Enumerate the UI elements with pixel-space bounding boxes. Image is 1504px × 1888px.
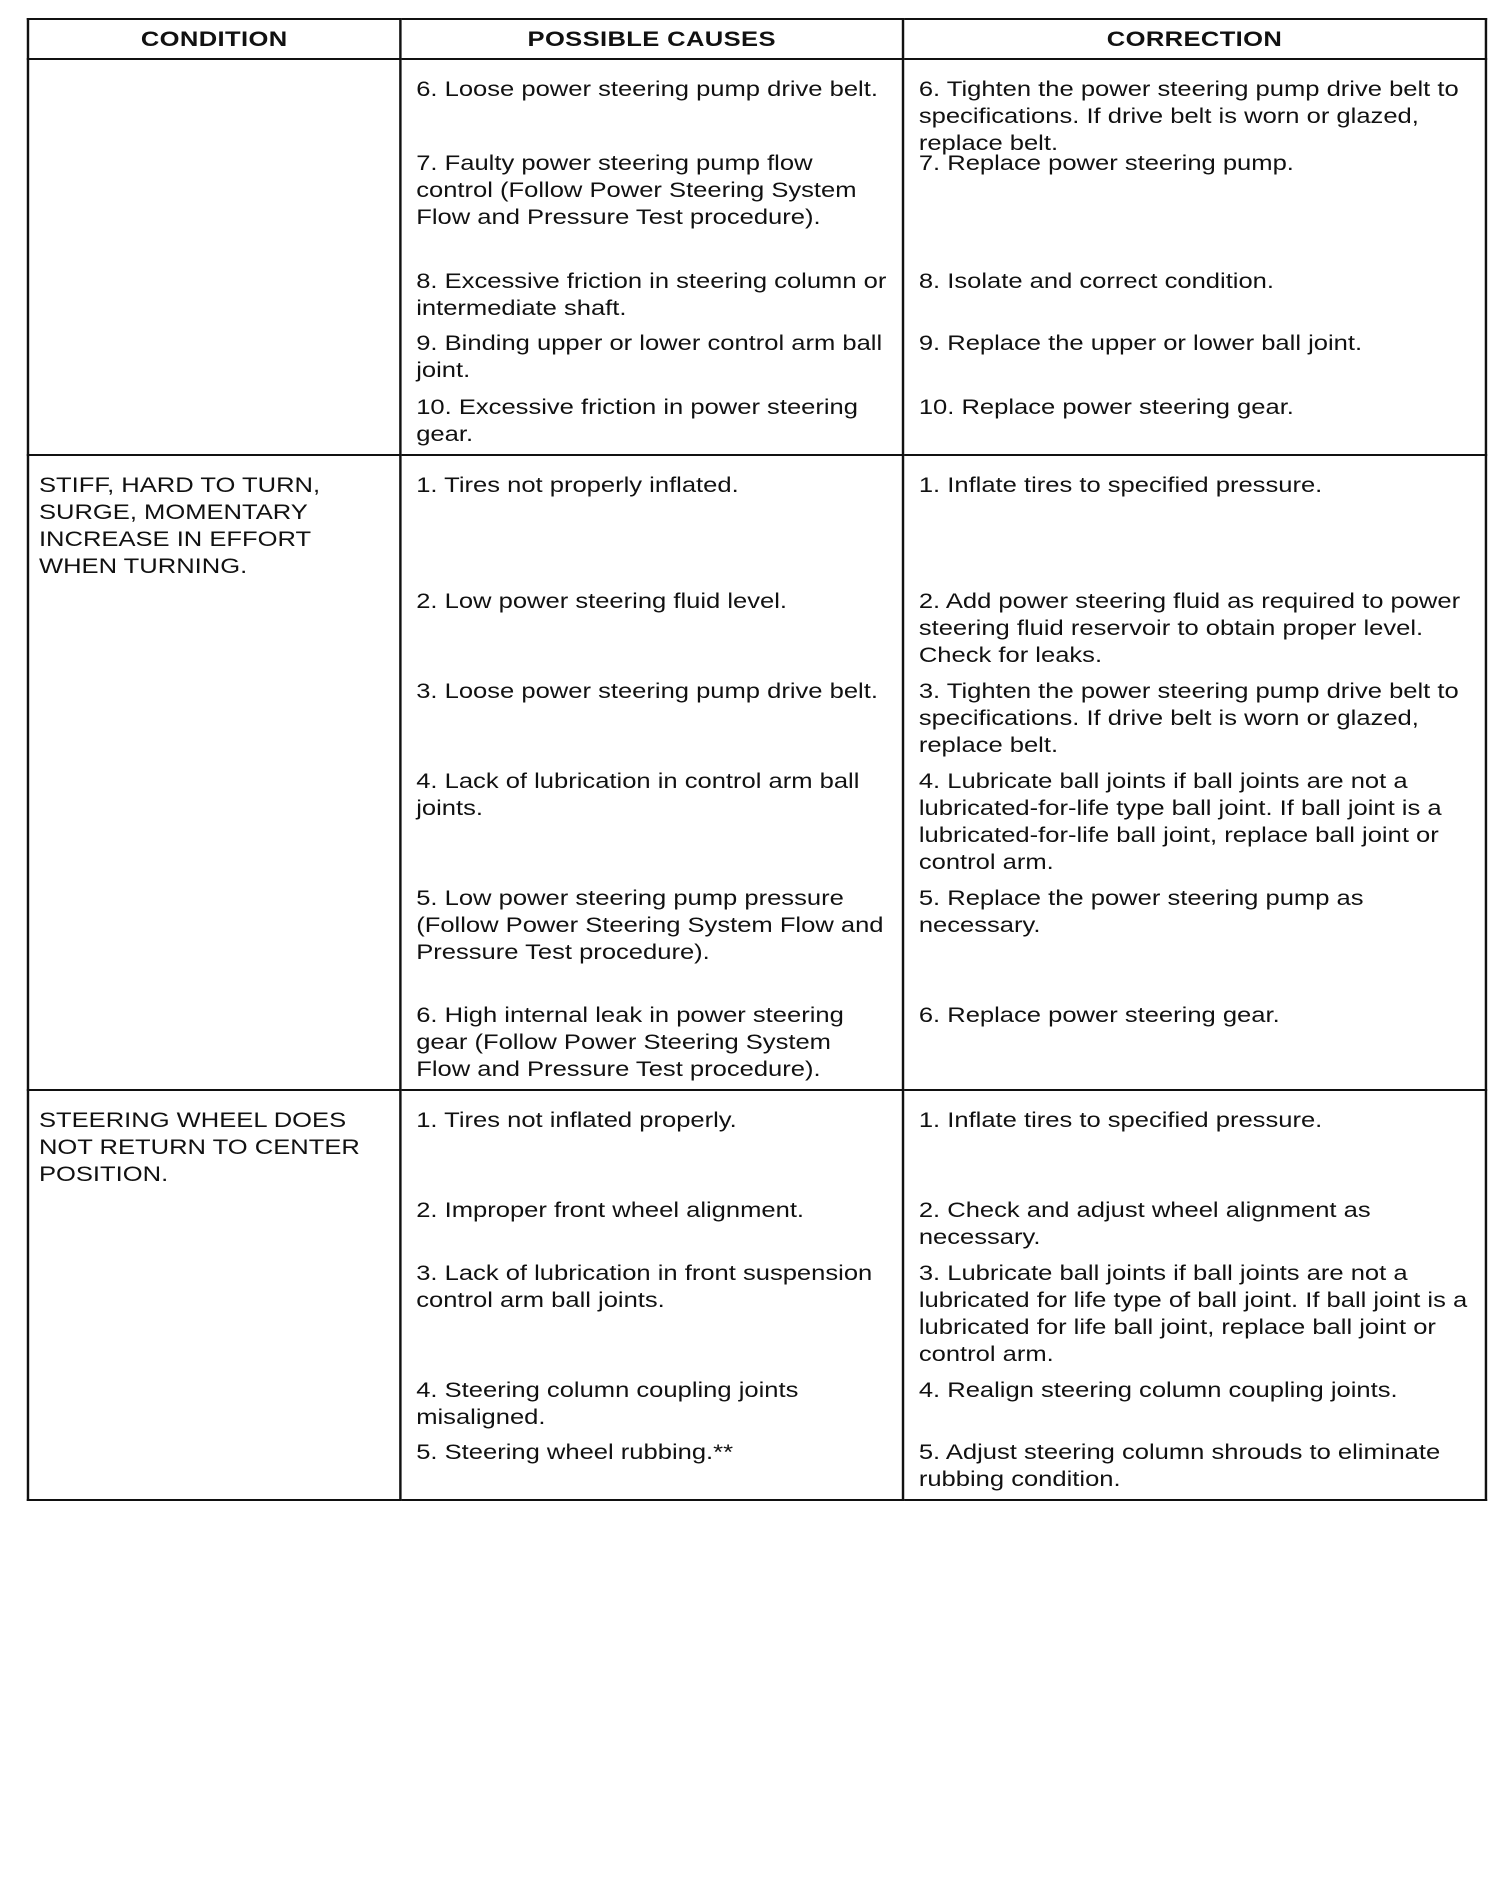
condition-cell: STIFF, HARD TO TURN, SURGE, MOMENTARY INCREASE IN EFFORT WHEN TURNING. (28, 455, 400, 1090)
cause-text: 6. High internal leak in power steering gear (Follow Power Steering System Flow and Pressure Test procedure). (416, 1004, 844, 1081)
correction-text: 8. Isolate and correct condition. (918, 270, 1275, 293)
header-possible-causes: POSSIBLE CAUSES (400, 19, 903, 59)
cause-text: 1. Tires not properly inflated. (416, 474, 739, 497)
cause-text: 3. Lack of lubrication in front suspension control arm ball joints. (416, 1262, 873, 1312)
correction-text: 4. Realign steering column coupling joints. (918, 1379, 1398, 1402)
cause-text: 7. Faulty power steering pump flow control (Follow Power Steering System Flow and Pressure Test procedure). (416, 152, 857, 229)
causes-cell (400, 455, 903, 1090)
header-condition: CONDITION (28, 19, 400, 59)
correction-text: 1. Inflate tires to specified pressure. (918, 1109, 1323, 1132)
cause-text: 10. Excessive friction in power steering gear. (416, 396, 858, 446)
correction-cell (903, 455, 1486, 1090)
diagnosis-table (27, 18, 1487, 1501)
correction-text: 6. Replace power steering gear. (918, 1004, 1280, 1027)
correction-cell (903, 1090, 1486, 1500)
correction-text: 10. Replace power steering gear. (918, 396, 1294, 419)
cause-text: 1. Tires not inflated properly. (416, 1109, 737, 1132)
correction-text: 9. Replace the upper or lower ball joint. (918, 332, 1363, 355)
correction-text: 4. Lubricate ball joints if ball joints are not a lubricated-for-life type ball joint. If ball joint is a lubricated-for-life ball joint, replace ball joint or control arm. (918, 770, 1442, 874)
table-header-row (28, 19, 1486, 59)
causes-cell (400, 1090, 903, 1500)
correction-text: 2. Check and adjust wheel alignment as necessary. (918, 1199, 1371, 1249)
correction-text: 1. Inflate tires to specified pressure. (918, 474, 1323, 497)
correction-text: 7. Replace power steering pump. (918, 152, 1294, 175)
correction-text: 5. Adjust steering column shrouds to eliminate rubbing condition. (918, 1441, 1441, 1491)
table-row (28, 59, 1486, 455)
cause-text: 9. Binding upper or lower control arm ball joint. (416, 332, 883, 382)
correction-text: 2. Add power steering fluid as required to power steering fluid reservoir to obtain proper level. Check for leaks. (918, 590, 1461, 667)
causes-cell (400, 59, 903, 455)
table-row (28, 455, 1486, 1090)
correction-text: 3. Tighten the power steering pump drive belt to specifications. If drive belt is worn or glazed, replace belt. (918, 680, 1459, 757)
cause-text: 3. Loose power steering pump drive belt. (416, 680, 878, 703)
cause-text: 4. Lack of lubrication in control arm ball joints. (416, 770, 860, 820)
condition-cell (28, 59, 400, 455)
correction-cell (903, 59, 1486, 455)
correction-text: 6. Tighten the power steering pump drive belt to specifications. If drive belt is worn or glazed, replace belt. (918, 78, 1459, 155)
cause-text: 2. Low power steering fluid level. (416, 590, 787, 613)
cause-text: 6. Loose power steering pump drive belt. (416, 78, 878, 101)
correction-text: 3. Lubricate ball joints if ball joints are not a lubricated for life type of ball joint. If ball joint is a lubricated for life ball joint, replace ball joint or control arm. (918, 1262, 1468, 1366)
condition-cell: STEERING WHEEL DOES NOT RETURN TO CENTER POSITION. (28, 1090, 400, 1500)
cause-text: 4. Steering column coupling joints misaligned. (416, 1379, 799, 1429)
table-row (28, 1090, 1486, 1500)
correction-text: 5. Replace the power steering pump as necessary. (918, 887, 1364, 937)
cause-text: 5. Steering wheel rubbing.** (416, 1441, 734, 1464)
cause-text: 8. Excessive friction in steering column or intermediate shaft. (416, 270, 887, 320)
cause-text: 2. Improper front wheel alignment. (416, 1199, 805, 1222)
header-correction: CORRECTION (903, 19, 1486, 59)
cause-text: 5. Low power steering pump pressure (Follow Power Steering System Flow and Pressure Test procedure). (416, 887, 884, 964)
